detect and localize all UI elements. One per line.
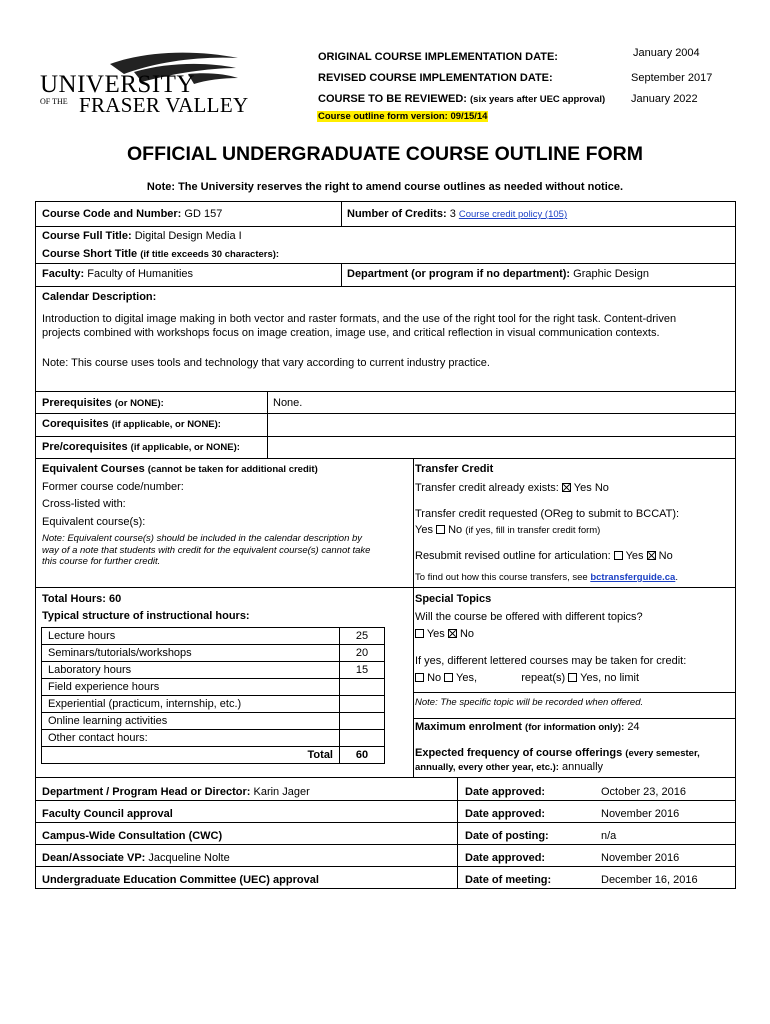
course-full-title-value: Digital Design Media I <box>134 230 242 242</box>
total-row: Total 60 <box>42 747 385 764</box>
transfer-exists: Transfer credit already exists: Yes No <box>415 482 609 494</box>
course-code-value: GD 157 <box>184 208 223 220</box>
course-full-title: Course Full Title: Digital Design Media I <box>42 230 242 242</box>
lettered-courses-question: If yes, different lettered courses may be taken for credit: <box>415 655 687 667</box>
transfer-requested: Transfer credit requested (OReg to submit to BCCAT): <box>415 508 680 520</box>
approval-date-value-3: n/a <box>601 830 617 842</box>
approval-date-value-2: November 2016 <box>601 808 680 820</box>
approval-dean: Dean/Associate VP: Jacqueline Nolte <box>42 852 230 864</box>
revised-date-value: September 2017 <box>631 72 713 84</box>
transfer-guide-note: To find out how this course transfers, see bctransferguide.ca. <box>415 572 678 583</box>
approval-faculty-council: Faculty Council approval <box>42 808 173 820</box>
revised-date-label: REVISED COURSE IMPLEMENTATION DATE: <box>318 72 553 84</box>
calendar-description-line-2: projects combined with workshops focus on image creation, image use, and critical reflection in visual communication contexts. <box>42 327 660 339</box>
amend-note: Note: The University reserves the right to amend course outlines as needed without notice. <box>146 181 624 193</box>
transfer-exists-yes-checkbox[interactable] <box>562 483 571 492</box>
calendar-description-label: Calendar Description: <box>42 291 157 303</box>
cross-listed: Cross-listed with: <box>42 498 126 510</box>
course-short-title: Course Short Title (if title exceeds 30 characters): <box>42 248 280 260</box>
equivalent-courses-label: Equivalent Courses (cannot be taken for additional credit) <box>42 463 318 475</box>
lettered-no-limit-checkbox[interactable] <box>568 673 577 682</box>
table-row: Lecture hours 25 <box>42 628 385 645</box>
review-date-label: COURSE TO BE REVIEWED: (six years after UEC approval) <box>318 93 606 105</box>
special-topics-options: Yes No <box>415 628 474 640</box>
equivalent-note: Note: Equivalent course(s) should be included in the calendar description by way of a note that students with credit for the equivalent course(s) cannot take this course for further credit. <box>42 533 371 567</box>
offering-frequency: Expected frequency of course offerings (every semester, <box>415 747 700 759</box>
logo-text-of-the: OF THE <box>40 97 68 106</box>
credit-policy-link[interactable]: Course credit policy (105) <box>458 209 568 220</box>
instructional-hours-table <box>41 627 385 764</box>
review-date-value: January 2022 <box>631 93 698 105</box>
offering-frequency-2: annually, every other year, etc.): annually <box>415 761 604 773</box>
resubmit-no-checkbox[interactable] <box>647 551 656 560</box>
resubmit-yes-checkbox[interactable] <box>614 551 623 560</box>
topics-yes-checkbox[interactable] <box>415 629 424 638</box>
approval-date-value-1: October 23, 2016 <box>601 786 687 798</box>
credits: Number of Credits: 3 Course credit policy (105) <box>347 208 568 220</box>
calendar-description-line-1: Introduction to digital image making in both vector and raster formats, and the use of the right tool for the right task. Content-driven <box>42 313 677 325</box>
approval-cwc: Campus-Wide Consultation (CWC) <box>42 830 223 842</box>
corequisites-label: Corequisites (if applicable, or NONE): <box>42 418 221 430</box>
table-row: Experiential (practicum, internship, etc.) <box>42 696 385 713</box>
total-hours: Total Hours: 60 <box>42 593 122 605</box>
lettered-courses-options: No Yes, repeat(s) Yes, no limit <box>415 672 639 684</box>
precorequisites-label: Pre/corequisites (if applicable, or NONE): <box>42 441 240 453</box>
approval-date-label-2: Date approved: <box>465 808 546 820</box>
topics-no-checkbox[interactable] <box>448 629 457 638</box>
table-row: Other contact hours: <box>42 730 385 747</box>
approval-date-label-3: Date of posting: <box>465 830 549 842</box>
table-row: Online learning activities <box>42 713 385 730</box>
department: Department (or program if no department): Graphic Design <box>347 268 649 280</box>
instructional-structure-label: Typical structure of instructional hours: <box>42 610 250 622</box>
original-date-label: ORIGINAL COURSE IMPLEMENTATION DATE: <box>318 51 558 63</box>
original-date-value: January 2004 <box>633 47 700 59</box>
specific-topic-note: Note: The specific topic will be recorded when offered. <box>415 697 644 708</box>
approval-date-label-5: Date of meeting: <box>465 874 552 886</box>
equivalent-course: Equivalent course(s): <box>42 516 146 528</box>
credits-value: 3 <box>449 208 456 220</box>
approval-uec: Undergraduate Education Committee (UEC) approval <box>42 874 319 886</box>
table-row: Field experience hours <box>42 679 385 696</box>
maximum-enrolment: Maximum enrolment (for information only): 24 <box>415 721 640 733</box>
approval-date-label-4: Date approved: <box>465 852 546 864</box>
bctransferguide-link[interactable]: bctransferguide.ca <box>590 572 676 583</box>
course-code: Course Code and Number: GD 157 <box>42 208 223 220</box>
form-version: Course outline form version: 09/15/14 <box>318 111 488 122</box>
special-topics-question: Will the course be offered with different topics? <box>415 611 643 623</box>
former-course-code: Former course code/number: <box>42 481 184 493</box>
table-row: Laboratory hours 15 <box>42 662 385 679</box>
transfer-credit-label: Transfer Credit <box>415 463 494 475</box>
resubmit-outline: Resubmit revised outline for articulation: Yes No <box>415 550 673 562</box>
approval-date-value-4: November 2016 <box>601 852 680 864</box>
prerequisites-value: None. <box>273 397 303 409</box>
logo-text-fraser-valley: FRASER VALLEY <box>79 93 249 117</box>
table-row: Seminars/tutorials/workshops 20 <box>42 645 385 662</box>
review-date-note: (six years after UEC approval) <box>470 94 606 105</box>
department-value: Graphic Design <box>573 268 649 280</box>
lettered-no-checkbox[interactable] <box>415 673 424 682</box>
approval-date-value-5: December 16, 2016 <box>601 874 698 886</box>
special-topics-label: Special Topics <box>415 593 492 605</box>
faculty-value: Faculty of Humanities <box>87 268 194 280</box>
lettered-yes-checkbox[interactable] <box>444 673 453 682</box>
logo-text-university: UNIVERSITY <box>40 71 195 98</box>
page-title: OFFICIAL UNDERGRADUATE COURSE OUTLINE FORM <box>126 143 644 165</box>
approval-date-label-1: Date approved: <box>465 786 546 798</box>
faculty: Faculty: Faculty of Humanities <box>42 268 194 280</box>
transfer-requested-options: Yes No (if yes, fill in transfer credit form) <box>415 524 601 536</box>
approval-department-head: Department / Program Head or Director: Karin Jager <box>42 786 310 798</box>
calendar-note: Note: This course uses tools and technology that vary according to current industry practice. <box>42 357 490 369</box>
transfer-requested-no-checkbox[interactable] <box>436 525 445 534</box>
prerequisites-label: Prerequisites (or NONE): <box>42 397 164 409</box>
